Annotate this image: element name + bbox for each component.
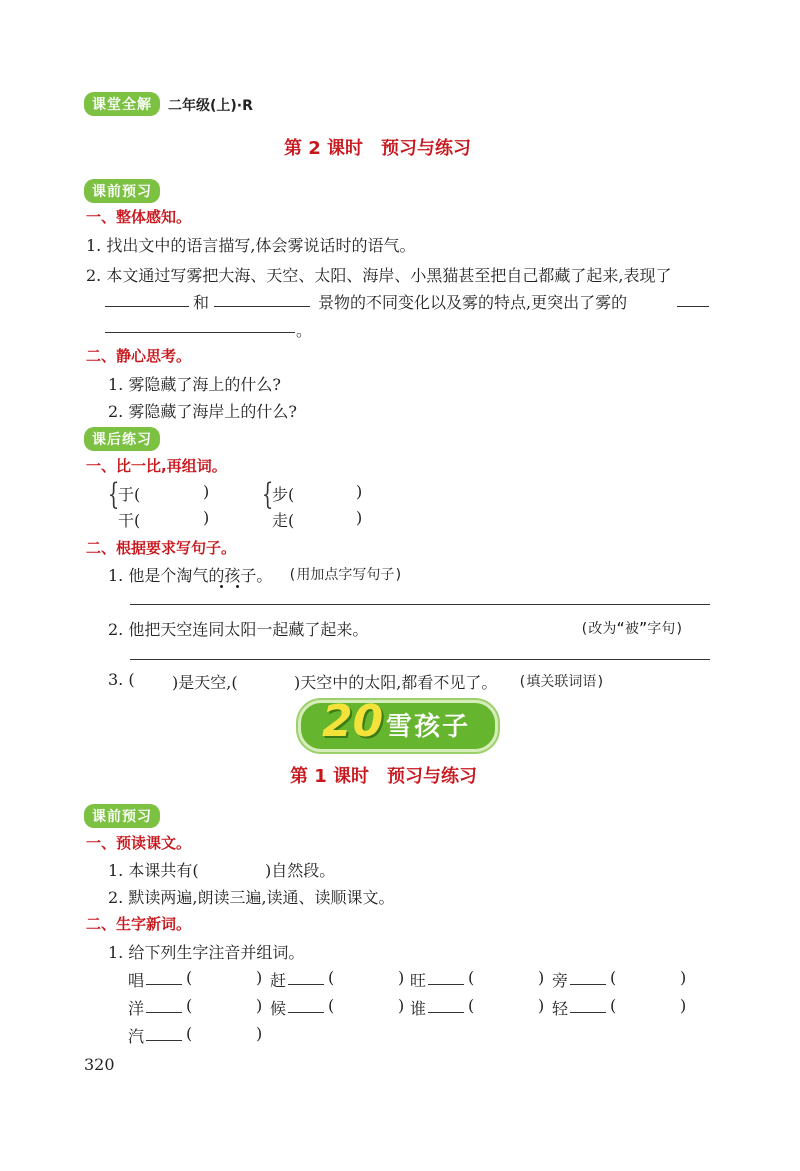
pinyin-blank[interactable] [146, 984, 182, 985]
fill-blank-3[interactable] [677, 306, 709, 307]
paren-open: ( [610, 968, 617, 987]
section-write-sentences: 二、根据要求写句子。 [86, 539, 237, 557]
paren-open: ( [186, 1024, 193, 1043]
section-preread: 一、预读课文。 [86, 834, 192, 852]
paren-close: ) [398, 996, 405, 1015]
page-number: 320 [84, 1055, 115, 1074]
preread-question-1-b: )自然段。 [265, 861, 336, 880]
question-2-mid: 景物的不同变化以及雾的特点,更突出了雾的 [318, 293, 628, 312]
brace-left-1: { [107, 477, 120, 512]
lesson1-title: 第 1 课时 预习与练习 [290, 766, 478, 787]
practice-char: 轻 [552, 999, 569, 1018]
fill-blank-3-cont[interactable] [105, 332, 295, 333]
lesson2-title: 第 2 课时 预习与练习 [284, 138, 472, 159]
fill-blank-2[interactable] [214, 306, 310, 307]
section-quiet-thinking: 二、静心思考。 [86, 347, 192, 365]
fill-blank-1[interactable] [105, 306, 189, 307]
section-compare: 一、比一比,再组词。 [86, 457, 227, 475]
grade-label: 二年级(上)·R [168, 98, 253, 114]
section-overall-perception: 一、整体感知。 [86, 208, 192, 226]
sentence-question-3-c: )天空中的太阳,都看不见了。 [294, 673, 498, 692]
pinyin-blank[interactable] [146, 1012, 182, 1013]
practice-char: 旺 [410, 971, 427, 990]
paren-open: ( [186, 996, 193, 1015]
question-2-line1: 2. 本文通过写雾把大海、天空、太阳、海岸、小黑猫甚至把自己都藏了起来,表现了 [86, 266, 672, 285]
paren-open: ( [186, 968, 193, 987]
sentence-question-2: 2. 他把天空连同太阳一起藏了起来。 [108, 620, 369, 639]
preview-badge-lesson1: 课前预习 [84, 804, 160, 828]
header-badge-label: 课堂全解 [84, 92, 160, 116]
compare-char-top-1: 于( [118, 485, 141, 504]
paren-open: ( [328, 996, 335, 1015]
paren-close: ) [398, 968, 405, 987]
compare-close-top-1: ) [203, 482, 210, 501]
paren-open: ( [468, 968, 475, 987]
brace-left-2: { [261, 477, 274, 512]
question-2-and: 和 [193, 293, 210, 312]
paren-close: ) [538, 996, 545, 1015]
paren-close: ) [256, 968, 263, 987]
compare-char-bottom-1: 干( [118, 511, 141, 530]
compare-char-bottom-2: 走( [272, 511, 295, 530]
sentence-question-3-note: (填关联词语) [518, 674, 605, 690]
practice-char: 汽 [128, 1027, 145, 1046]
sentence-question-3-a: 3. ( [108, 670, 135, 689]
pinyin-blank[interactable] [288, 1012, 324, 1013]
compare-close-bottom-2: ) [356, 508, 363, 527]
paren-open: ( [468, 996, 475, 1015]
pinyin-blank[interactable] [570, 984, 606, 985]
sentence-question-3-b: )是天空,( [172, 673, 238, 692]
preread-question-2: 2. 默读两遍,朗读三遍,读通、读顺课文。 [108, 888, 395, 907]
think-question-2: 2. 雾隐藏了海岸上的什么? [108, 402, 297, 421]
preview-badge-lesson2: 课前预习 [84, 179, 160, 203]
pinyin-blank[interactable] [428, 1012, 464, 1013]
header-badge [84, 92, 160, 116]
sentence-question-1-note: (用加点字写句子) [288, 567, 403, 583]
compare-char-top-2: 步( [272, 485, 295, 504]
chapter-number: 20 [322, 696, 384, 747]
paren-close: ) [256, 996, 263, 1015]
practice-char: 旁 [552, 971, 569, 990]
after-class-badge: 课后练习 [84, 427, 160, 451]
practice-char: 谁 [410, 999, 427, 1018]
sentence-question-1: 1. 他是个淘气的孩子。 [108, 566, 273, 585]
new-words-question-1: 1. 给下列生字注音并组词。 [108, 943, 305, 962]
answer-line-2[interactable] [130, 659, 710, 660]
question-1: 1. 找出文中的语言描写,体会雾说话时的语气。 [86, 236, 416, 255]
answer-line-1[interactable] [130, 604, 710, 605]
chapter-name: 雪孩子 [386, 712, 471, 742]
preread-question-1-a: 1. 本课共有( [108, 861, 199, 880]
pinyin-blank[interactable] [570, 1012, 606, 1013]
compare-close-bottom-1: ) [203, 508, 210, 527]
emphasis-dot-2 [236, 585, 239, 588]
question-2-end: 。 [296, 321, 313, 340]
compare-close-top-2: ) [356, 482, 363, 501]
pinyin-blank[interactable] [146, 1040, 182, 1041]
practice-char: 赶 [270, 971, 287, 990]
think-question-1: 1. 雾隐藏了海上的什么? [108, 375, 281, 394]
pinyin-blank[interactable] [288, 984, 324, 985]
practice-char: 候 [270, 999, 287, 1018]
practice-char: 唱 [128, 971, 145, 990]
paren-open: ( [328, 968, 335, 987]
paren-close: ) [680, 968, 687, 987]
section-new-words: 二、生字新词。 [86, 915, 192, 933]
paren-open: ( [610, 996, 617, 1015]
practice-char: 洋 [128, 999, 145, 1018]
paren-close: ) [256, 1024, 263, 1043]
emphasis-dot-1 [220, 585, 223, 588]
paren-close: ) [680, 996, 687, 1015]
paren-close: ) [538, 968, 545, 987]
pinyin-blank[interactable] [428, 984, 464, 985]
sentence-question-2-note: (改为“被”字句) [580, 621, 684, 637]
